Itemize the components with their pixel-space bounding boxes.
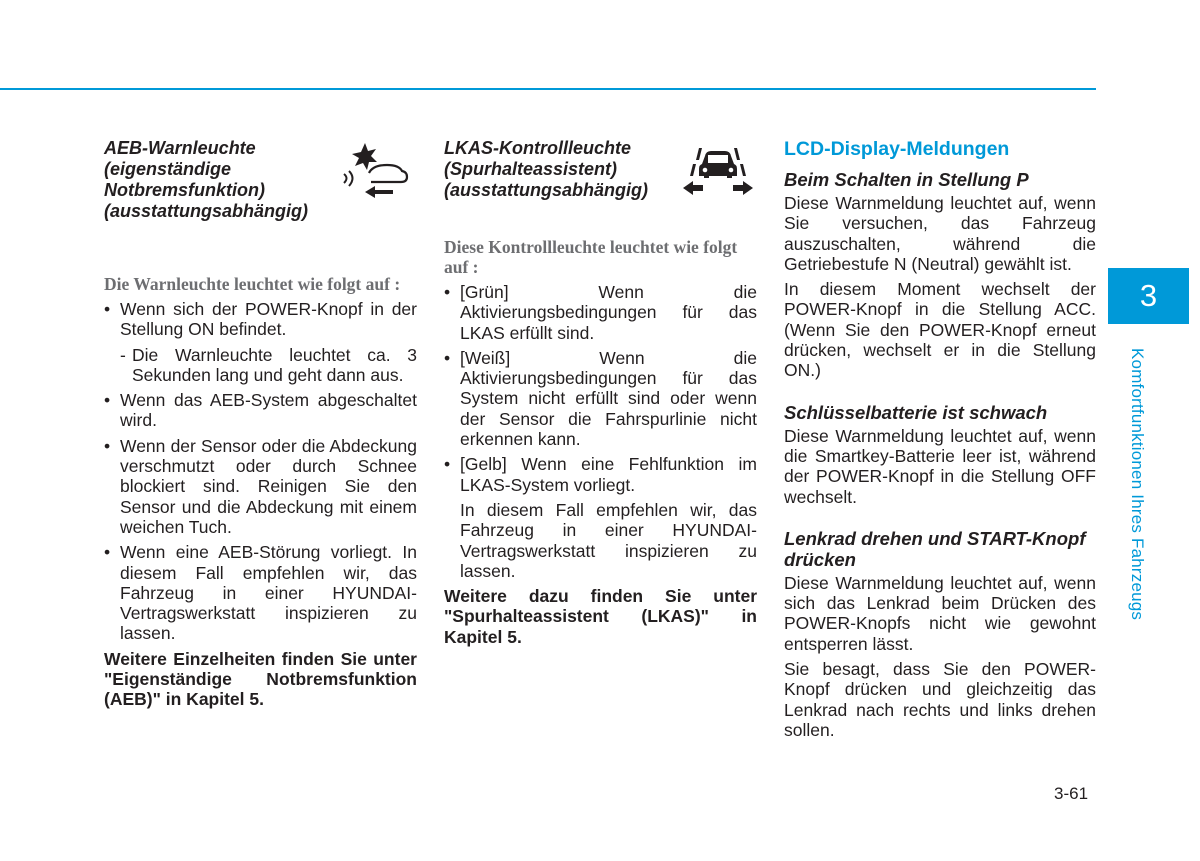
heading-shift-to-p: Beim Schalten in Stellung P (784, 169, 1029, 190)
aeb-conditions-list (104, 299, 417, 644)
list-item: • Wenn eine AEB-Störung vorliegt. In diesem Fall empfehlen wir, das Fahrzeug in einer HYUNDAI-Vertragswerkstatt inspizieren zu lassen. (104, 542, 417, 643)
paragraph: Diese Warnmeldung leuchtet auf, wenn sich das Lenkrad beim Drücken des POWER-Knopfs nicht wie gewohnt entsperren lässt. (784, 572, 1096, 654)
list-item: • Wenn der Sensor oder die Abdeckung verschmutzt oder durch Schnee blockiert sind. Reinigen Sie den Sensor und die Abdeckung mit einem weichen Tuch. (104, 436, 417, 537)
list-item: • [Grün] Wenn die Aktivierungsbedingungen für das LKAS erfüllt sind. (444, 282, 757, 343)
lkas-continuation: In diesem Fall empfehlen wir, das Fahrzeug in einer HYUNDAI-Vertragswerkstatt inspizieren zu lassen. (460, 499, 757, 581)
aeb-header (104, 138, 417, 222)
lkas-conditions-list (444, 282, 757, 581)
paragraph: Diese Warnmeldung leuchtet auf, wenn die Smartkey-Batterie leer ist, während der POWER-Knopf in die Stellung OFF wechselt. (784, 425, 1096, 507)
lkas-item-3: [Gelb] Wenn eine Fehlfunktion im LKAS-System vorliegt. (460, 454, 757, 495)
aeb-sub-item: - Die Warnleuchte leuchtet ca. 3 Sekunden lang und geht dann aus. (120, 345, 417, 386)
top-rule (0, 88, 1096, 90)
heading-key-battery-low: Schlüsselbatterie ist schwach (784, 401, 1048, 423)
aeb-intro: Die Warnleuchte leuchtet wie folgt auf : (104, 274, 401, 294)
lkas-reference-note: Weitere dazu finden Sie unter "Spurhalteassistent (LKAS)" in Kapitel 5. (444, 586, 757, 647)
paragraph: Diese Warnmeldung leuchtet auf, wenn Sie versuchen, das Fahrzeug auszuschalten, während die Getriebestufe N (Neutral) gewählt ist. (784, 193, 1096, 274)
aeb-title: AEB-Warnleuchte (eigenständige Notbremsfunktion) (ausstattungsabhängig) (104, 138, 309, 221)
section-title: LCD-Display-Meldungen (784, 138, 1010, 160)
list-item (444, 454, 757, 581)
lkas-title: LKAS-Kontrollleuchte (Spurhalteassistent) (ausstattungsabhängig) (444, 138, 649, 200)
heading-turn-steering-wheel: Lenkrad drehen und START-Knopf drücken (784, 527, 1086, 570)
lkas-intro: Diese Kontrollleuchte leuchtet wie folgt auf : (444, 237, 738, 277)
chapter-tab: 3 (1108, 268, 1189, 324)
column-lcd-messages (784, 138, 1096, 740)
chapter-label: Komfortfunktionen Ihres Fahrzeugs (1128, 348, 1147, 621)
lkas-indicator-icon (681, 140, 755, 204)
aeb-reference-note: Weitere Einzelheiten finden Sie unter "Eigenständige Notbremsfunktion (AEB)" in Kapitel 5. (104, 648, 417, 710)
list-item (104, 299, 417, 385)
list-item: • [Weiß] Wenn die Aktivierungsbedingungen für das System nicht erfüllt sind oder wenn der Sensor die Fahrspurlinie nicht erkennen kann. (444, 348, 757, 449)
paragraph: In diesem Moment wechselt der POWER-Knopf in die Stellung ACC. (Wenn Sie den POWER-Knopf erneut drücken, wechselt er in die Stellung ON.) (784, 279, 1096, 381)
lkas-header (444, 138, 757, 204)
column-lkas (444, 138, 757, 647)
paragraph: Sie besagt, dass Sie den POWER-Knopf drücken und gleichzeitig das Lenkrad nach rechts und links drehen sollen. (784, 659, 1096, 740)
aeb-item-1: Wenn sich der POWER-Knopf in der Stellung ON befindet. (120, 299, 417, 340)
list-item: • Wenn das AEB-System abgeschaltet wird. (104, 390, 417, 431)
page-number: 3-61 (1054, 784, 1089, 803)
aeb-warning-icon (335, 140, 409, 204)
column-aeb (104, 138, 417, 710)
